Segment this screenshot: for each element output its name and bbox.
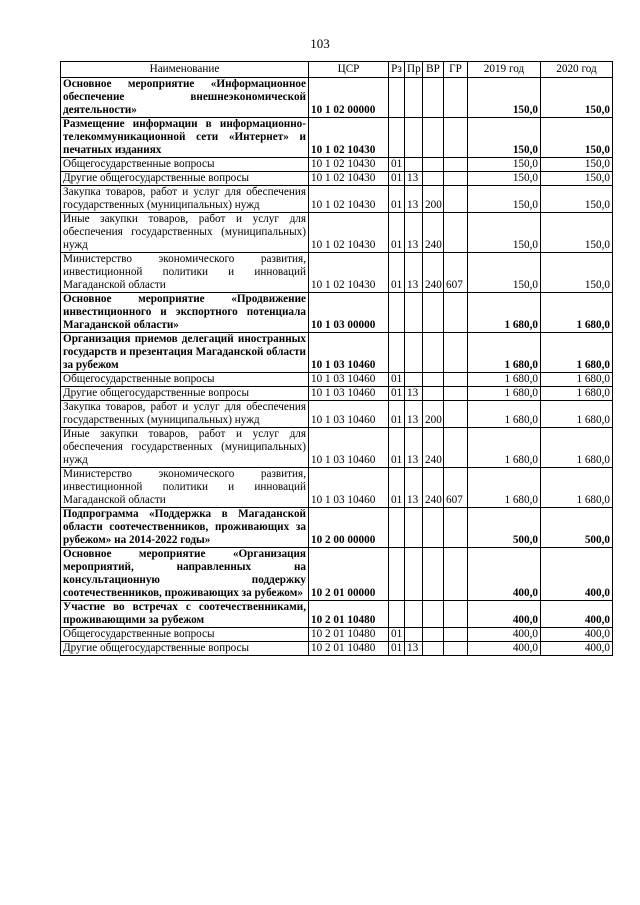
- cell-pr: 13: [405, 468, 423, 508]
- cell-gr: [444, 387, 468, 401]
- cell-pr: [405, 118, 423, 158]
- cell-y2019: 150,0: [468, 158, 541, 172]
- cell-y2019: 150,0: [468, 213, 541, 253]
- cell-y2019: 1 680,0: [468, 333, 541, 373]
- cell-y2020: 1 680,0: [541, 428, 613, 468]
- cell-pr: [405, 333, 423, 373]
- table-row: [61, 628, 613, 642]
- cell-vr: [423, 333, 444, 373]
- cell-csr: 10 1 03 00000: [309, 293, 389, 333]
- cell-rz: 01: [389, 387, 405, 401]
- table-row: [61, 373, 613, 387]
- cell-y2019: 400,0: [468, 548, 541, 601]
- header-name: Наименование: [61, 62, 309, 78]
- cell-name: Общегосударственные вопросы: [61, 628, 309, 642]
- table-row: [61, 468, 613, 508]
- cell-gr: 607: [444, 468, 468, 508]
- cell-vr: 200: [423, 401, 444, 428]
- cell-csr: 10 1 03 10460: [309, 373, 389, 387]
- cell-y2020: 1 680,0: [541, 468, 613, 508]
- cell-y2020: 400,0: [541, 601, 613, 628]
- cell-gr: [444, 333, 468, 373]
- cell-name: Основное мероприятие «Информационное обеспечение внешнеэкономической деятельности»: [61, 78, 309, 118]
- budget-table: [60, 61, 613, 656]
- cell-rz: 01: [389, 213, 405, 253]
- cell-csr: 10 1 03 10460: [309, 387, 389, 401]
- cell-rz: 01: [389, 373, 405, 387]
- cell-y2020: 150,0: [541, 172, 613, 186]
- table-row: [61, 186, 613, 213]
- header-row: [61, 62, 613, 78]
- cell-rz: 01: [389, 253, 405, 293]
- cell-name: Подпрограмма «Поддержка в Магаданской области соотечественников, проживающих за рубежом» на 2014-2022 годы»: [61, 508, 309, 548]
- cell-rz: [389, 293, 405, 333]
- cell-csr: 10 1 02 10430: [309, 213, 389, 253]
- cell-y2019: 1 680,0: [468, 387, 541, 401]
- cell-y2020: 1 680,0: [541, 401, 613, 428]
- cell-name: Министерство экономического развития, инвестиционной политики и инноваций Магаданской области: [61, 253, 309, 293]
- table-row: [61, 642, 613, 656]
- cell-y2019: 1 680,0: [468, 373, 541, 387]
- cell-name: Иные закупки товаров, работ и услуг для обеспечения государственных (муниципальных) нужд: [61, 428, 309, 468]
- cell-vr: 240: [423, 213, 444, 253]
- cell-csr: 10 1 02 10430: [309, 186, 389, 213]
- cell-gr: [444, 628, 468, 642]
- table-row: [61, 401, 613, 428]
- cell-csr: 10 1 03 10460: [309, 401, 389, 428]
- cell-csr: 10 2 01 10480: [309, 628, 389, 642]
- table-row: [61, 78, 613, 118]
- cell-y2019: 150,0: [468, 253, 541, 293]
- header-2019: 2019 год: [468, 62, 541, 78]
- cell-gr: [444, 118, 468, 158]
- cell-name: Министерство экономического развития, инвестиционной политики и инноваций Магаданской области: [61, 468, 309, 508]
- cell-name: Основное мероприятие «Организация мероприятий, направленных на консультационную поддержку соотечественников, проживающих за рубежом»: [61, 548, 309, 601]
- cell-rz: [389, 78, 405, 118]
- cell-csr: 10 1 03 10460: [309, 333, 389, 373]
- cell-csr: 10 1 02 10430: [309, 158, 389, 172]
- cell-gr: [444, 548, 468, 601]
- cell-name: Другие общегосударственные вопросы: [61, 172, 309, 186]
- cell-pr: 13: [405, 387, 423, 401]
- cell-csr: 10 1 02 10430: [309, 253, 389, 293]
- cell-gr: [444, 428, 468, 468]
- cell-gr: [444, 213, 468, 253]
- table-row: [61, 601, 613, 628]
- cell-y2020: 400,0: [541, 548, 613, 601]
- cell-gr: [444, 642, 468, 656]
- cell-rz: 01: [389, 628, 405, 642]
- cell-name: Основное мероприятие «Продвижение инвестиционного и экспортного потенциала Магаданской области»: [61, 293, 309, 333]
- cell-y2019: 150,0: [468, 118, 541, 158]
- cell-rz: [389, 118, 405, 158]
- table-row: [61, 213, 613, 253]
- cell-csr: 10 2 01 00000: [309, 548, 389, 601]
- cell-y2020: 1 680,0: [541, 333, 613, 373]
- cell-pr: [405, 78, 423, 118]
- cell-gr: [444, 78, 468, 118]
- cell-csr: 10 2 01 10480: [309, 601, 389, 628]
- cell-y2019: 150,0: [468, 78, 541, 118]
- cell-y2020: 400,0: [541, 642, 613, 656]
- cell-name: Общегосударственные вопросы: [61, 373, 309, 387]
- cell-y2019: 400,0: [468, 601, 541, 628]
- cell-pr: [405, 158, 423, 172]
- cell-gr: [444, 293, 468, 333]
- cell-rz: [389, 508, 405, 548]
- header-2020: 2020 год: [541, 62, 613, 78]
- cell-y2019: 400,0: [468, 642, 541, 656]
- cell-y2020: 150,0: [541, 118, 613, 158]
- cell-y2020: 500,0: [541, 508, 613, 548]
- cell-vr: 240: [423, 428, 444, 468]
- cell-gr: [444, 186, 468, 213]
- cell-csr: 10 1 03 10460: [309, 468, 389, 508]
- table-row: [61, 548, 613, 601]
- cell-rz: [389, 548, 405, 601]
- cell-y2020: 150,0: [541, 186, 613, 213]
- header-rz: Рз: [389, 62, 405, 78]
- cell-rz: 01: [389, 158, 405, 172]
- cell-name: Участие во встречах с соотечественниками, проживающими за рубежом: [61, 601, 309, 628]
- header-vr: ВР: [423, 62, 444, 78]
- cell-gr: [444, 373, 468, 387]
- cell-pr: 13: [405, 642, 423, 656]
- table-row: [61, 508, 613, 548]
- table-body: [61, 78, 613, 656]
- cell-pr: 13: [405, 253, 423, 293]
- cell-y2019: 1 680,0: [468, 293, 541, 333]
- cell-name: Организация приемов делегаций иностранных государств и презентация Магаданской области за рубежом: [61, 333, 309, 373]
- cell-name: Закупка товаров, работ и услуг для обеспечения государственных (муниципальных) нужд: [61, 186, 309, 213]
- page-number: 103: [310, 36, 330, 51]
- cell-pr: 13: [405, 213, 423, 253]
- cell-csr: 10 1 02 00000: [309, 78, 389, 118]
- cell-y2019: 400,0: [468, 628, 541, 642]
- cell-vr: [423, 601, 444, 628]
- cell-pr: 13: [405, 428, 423, 468]
- table-row: [61, 172, 613, 186]
- cell-name: Общегосударственные вопросы: [61, 158, 309, 172]
- cell-gr: [444, 601, 468, 628]
- cell-vr: 240: [423, 253, 444, 293]
- cell-vr: [423, 118, 444, 158]
- cell-gr: [444, 158, 468, 172]
- cell-pr: [405, 508, 423, 548]
- cell-vr: [423, 158, 444, 172]
- header-pr: Пр: [405, 62, 423, 78]
- cell-name: Иные закупки товаров, работ и услуг для обеспечения государственных (муниципальных) нужд: [61, 213, 309, 253]
- cell-rz: [389, 601, 405, 628]
- cell-rz: 01: [389, 186, 405, 213]
- cell-y2019: 1 680,0: [468, 468, 541, 508]
- cell-pr: [405, 601, 423, 628]
- cell-name: Другие общегосударственные вопросы: [61, 387, 309, 401]
- table-row: [61, 158, 613, 172]
- cell-vr: [423, 387, 444, 401]
- cell-gr: [444, 172, 468, 186]
- cell-pr: [405, 548, 423, 601]
- cell-vr: [423, 642, 444, 656]
- cell-rz: 01: [389, 401, 405, 428]
- cell-name: Закупка товаров, работ и услуг для обеспечения государственных (муниципальных) нужд: [61, 401, 309, 428]
- cell-vr: [423, 373, 444, 387]
- table-row: [61, 118, 613, 158]
- cell-y2019: 500,0: [468, 508, 541, 548]
- cell-y2019: 150,0: [468, 186, 541, 213]
- cell-vr: 240: [423, 468, 444, 508]
- cell-y2020: 150,0: [541, 158, 613, 172]
- cell-y2020: 150,0: [541, 78, 613, 118]
- cell-vr: [423, 172, 444, 186]
- cell-rz: [389, 333, 405, 373]
- cell-vr: [423, 628, 444, 642]
- cell-rz: 01: [389, 642, 405, 656]
- cell-y2020: 150,0: [541, 253, 613, 293]
- cell-y2020: 400,0: [541, 628, 613, 642]
- cell-y2020: 150,0: [541, 213, 613, 253]
- header-csr: ЦСР: [309, 62, 389, 78]
- cell-name: Размещение информации в информационно-телекоммуникационной сети «Интернет» и печатных изданиях: [61, 118, 309, 158]
- cell-y2020: 1 680,0: [541, 293, 613, 333]
- cell-vr: [423, 548, 444, 601]
- table-row: [61, 253, 613, 293]
- cell-pr: [405, 373, 423, 387]
- table-row: [61, 333, 613, 373]
- cell-gr: 607: [444, 253, 468, 293]
- cell-pr: 13: [405, 401, 423, 428]
- cell-csr: 10 1 02 10430: [309, 118, 389, 158]
- cell-vr: 200: [423, 186, 444, 213]
- cell-rz: 01: [389, 468, 405, 508]
- cell-vr: [423, 293, 444, 333]
- cell-pr: 13: [405, 186, 423, 213]
- table-row: [61, 387, 613, 401]
- cell-name: Другие общегосударственные вопросы: [61, 642, 309, 656]
- cell-pr: [405, 293, 423, 333]
- cell-csr: 10 1 02 10430: [309, 172, 389, 186]
- header-gr: ГР: [444, 62, 468, 78]
- cell-rz: 01: [389, 428, 405, 468]
- cell-csr: 10 2 00 00000: [309, 508, 389, 548]
- cell-vr: [423, 78, 444, 118]
- cell-pr: [405, 628, 423, 642]
- cell-y2019: 1 680,0: [468, 401, 541, 428]
- cell-y2019: 150,0: [468, 172, 541, 186]
- table-row: [61, 428, 613, 468]
- cell-gr: [444, 508, 468, 548]
- cell-pr: 13: [405, 172, 423, 186]
- table-row: [61, 293, 613, 333]
- cell-csr: 10 2 01 10480: [309, 642, 389, 656]
- cell-vr: [423, 508, 444, 548]
- cell-y2020: 1 680,0: [541, 387, 613, 401]
- cell-y2020: 1 680,0: [541, 373, 613, 387]
- cell-rz: 01: [389, 172, 405, 186]
- cell-gr: [444, 401, 468, 428]
- cell-y2019: 1 680,0: [468, 428, 541, 468]
- cell-csr: 10 1 03 10460: [309, 428, 389, 468]
